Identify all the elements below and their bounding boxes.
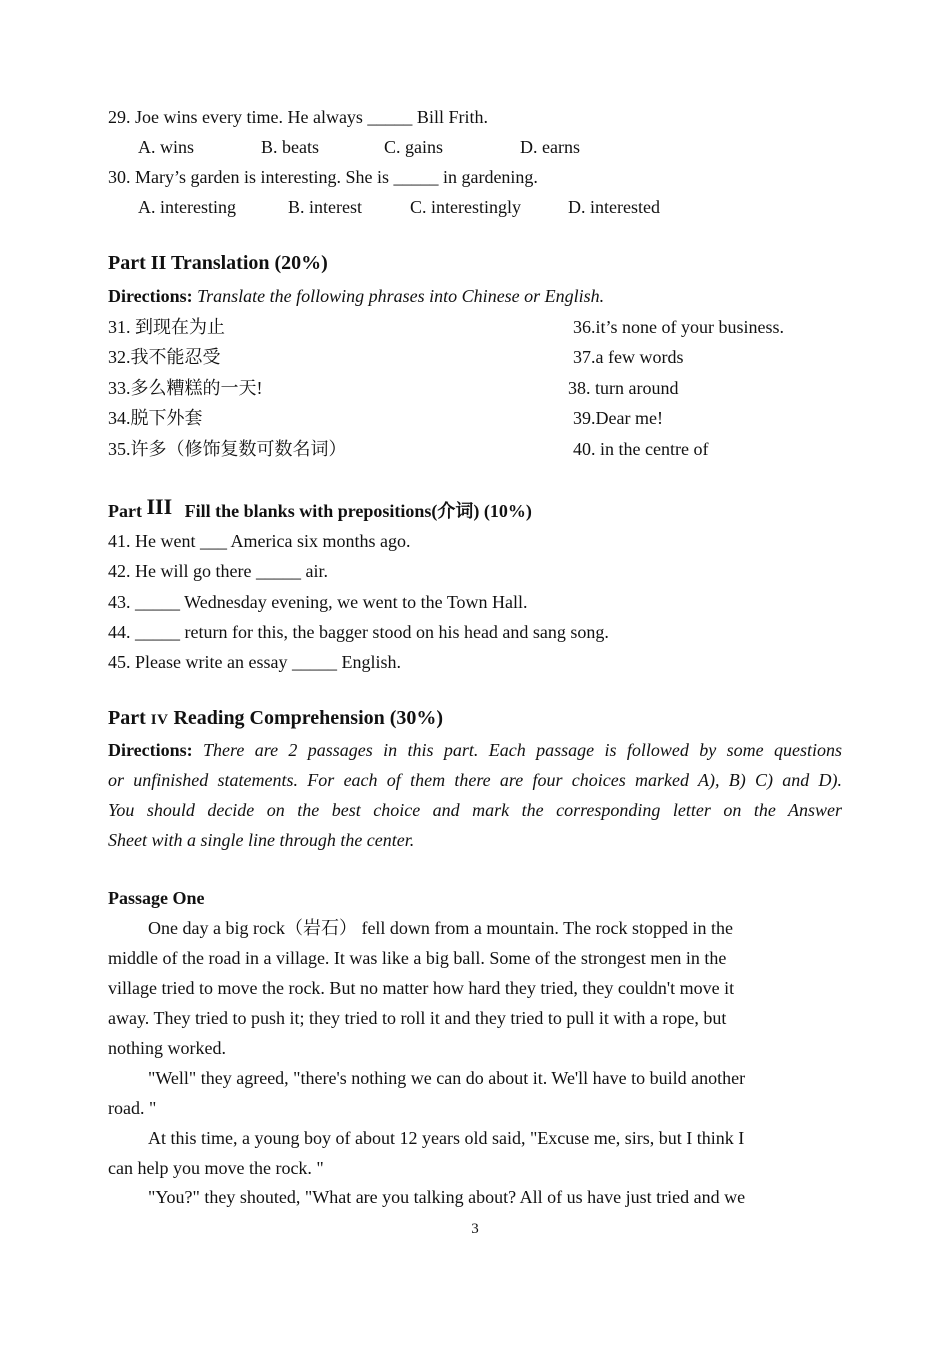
part3-heading-roman: III: [146, 494, 173, 519]
preposition-item-42: 42. He will go there _____ air.: [108, 561, 328, 581]
passage-paragraph-3: [108, 1123, 828, 1183]
translation-item-34: 34.脱下外套: [108, 408, 203, 428]
translation-item-33: 33.多么糟糕的一天!: [108, 378, 263, 398]
translation-item-40: 40. in the centre of: [573, 439, 709, 459]
translation-item-39: 39.Dear me!: [573, 408, 663, 428]
preposition-item-45: 45. Please write an essay _____ English.: [108, 652, 401, 672]
question-30-option-d: D. interested: [568, 197, 660, 217]
passage-line: road. ": [108, 1098, 157, 1118]
part4-directions-line: You should decide on the best choice and mark the corresponding letter on the Answer: [108, 800, 842, 820]
translation-item-31: 31. 到现在为止: [108, 317, 225, 337]
translation-item-38: 38. turn around: [568, 378, 679, 398]
part2-heading: Part II Translation (20%): [108, 252, 328, 274]
question-29-option-c: C. gains: [384, 137, 444, 157]
preposition-item-44: 44. _____ return for this, the bagger stood on his head and sang song.: [108, 622, 609, 642]
part4-directions-line: or unfinished statements. For each of them there are four choices marked A), B) C) and D).: [108, 770, 842, 790]
passage-line: "Well" they agreed, "there's nothing we can do about it. We'll have to build another: [148, 1068, 746, 1088]
part4-directions-line: [108, 735, 842, 765]
passage-line: away. They tried to push it; they tried to roll it and they tried to pull it with a rope, but: [108, 1008, 727, 1028]
part2-directions-label: Directions:: [108, 286, 193, 306]
passage-line: can help you move the rock. ": [108, 1158, 324, 1178]
part4-directions: [108, 735, 842, 855]
question-30-option-a: A. interesting: [138, 197, 236, 217]
passage-line: "You?" they shouted, "What are you talking about? All of us have just tried and we: [148, 1187, 746, 1207]
part4-heading-roman: IV: [150, 712, 169, 728]
passage-line: middle of the road in a village. It was like a big ball. Some of the strongest men in the: [108, 948, 727, 968]
passage-paragraph-1: [108, 913, 828, 1063]
part4-heading-text: Reading Comprehension (30%): [173, 707, 444, 729]
part3-heading-part: Part: [108, 501, 142, 521]
question-29-stem: 29. Joe wins every time. He always _____ Bill Frith.: [108, 107, 488, 127]
preposition-item-41: 41. He went ___ America six months ago.: [108, 531, 411, 551]
question-30-option-c: C. interestingly: [410, 197, 521, 217]
part4-heading-part: Part: [108, 707, 146, 729]
passage-paragraph-2: [108, 1063, 828, 1123]
translation-item-36: 36.it’s none of your business.: [573, 317, 784, 337]
passage-line: village tried to move the rock. But no matter how hard they tried, they couldn't move it: [108, 978, 735, 998]
passage-line: nothing worked.: [108, 1038, 226, 1058]
translation-item-37: 37.a few words: [573, 347, 684, 367]
passage-paragraph-4: [108, 1182, 828, 1212]
part4-directions-line: Sheet with a single line through the center.: [108, 830, 415, 850]
question-30-stem: 30. Mary’s garden is interesting. She is _____ in gardening.: [108, 167, 538, 187]
part2-directions: [108, 284, 604, 308]
translation-item-35: 35.许多（修饰复数可数名词）: [108, 439, 347, 459]
passage-line: One day a big rock（岩石） fell down from a mountain. The rock stopped in the: [148, 918, 734, 938]
passage-line: At this time, a young boy of about 12 years old said, "Excuse me, sirs, but I think I: [148, 1128, 745, 1148]
part4-directions-label: Directions:: [108, 740, 193, 760]
part3-heading-text: Fill the blanks with prepositions(介词) (10%): [184, 501, 532, 521]
question-29-option-d: D. earns: [520, 137, 580, 157]
question-29-option-a: A. wins: [138, 137, 195, 157]
passage-title: Passage One: [108, 888, 205, 908]
part3-heading: [108, 496, 532, 524]
preposition-item-43: 43. _____ Wednesday evening, we went to the Town Hall.: [108, 592, 528, 612]
question-29-option-b: B. beats: [261, 137, 319, 157]
part4-heading: [108, 706, 443, 730]
translation-item-32: 32.我不能忍受: [108, 347, 221, 367]
part4-directions-text: There are 2 passages in this part. Each passage is followed by some questions: [203, 740, 843, 760]
page-number: 3: [471, 1221, 479, 1237]
question-30-option-b: B. interest: [288, 197, 362, 217]
part2-directions-text: Translate the following phrases into Chinese or English.: [197, 286, 605, 306]
